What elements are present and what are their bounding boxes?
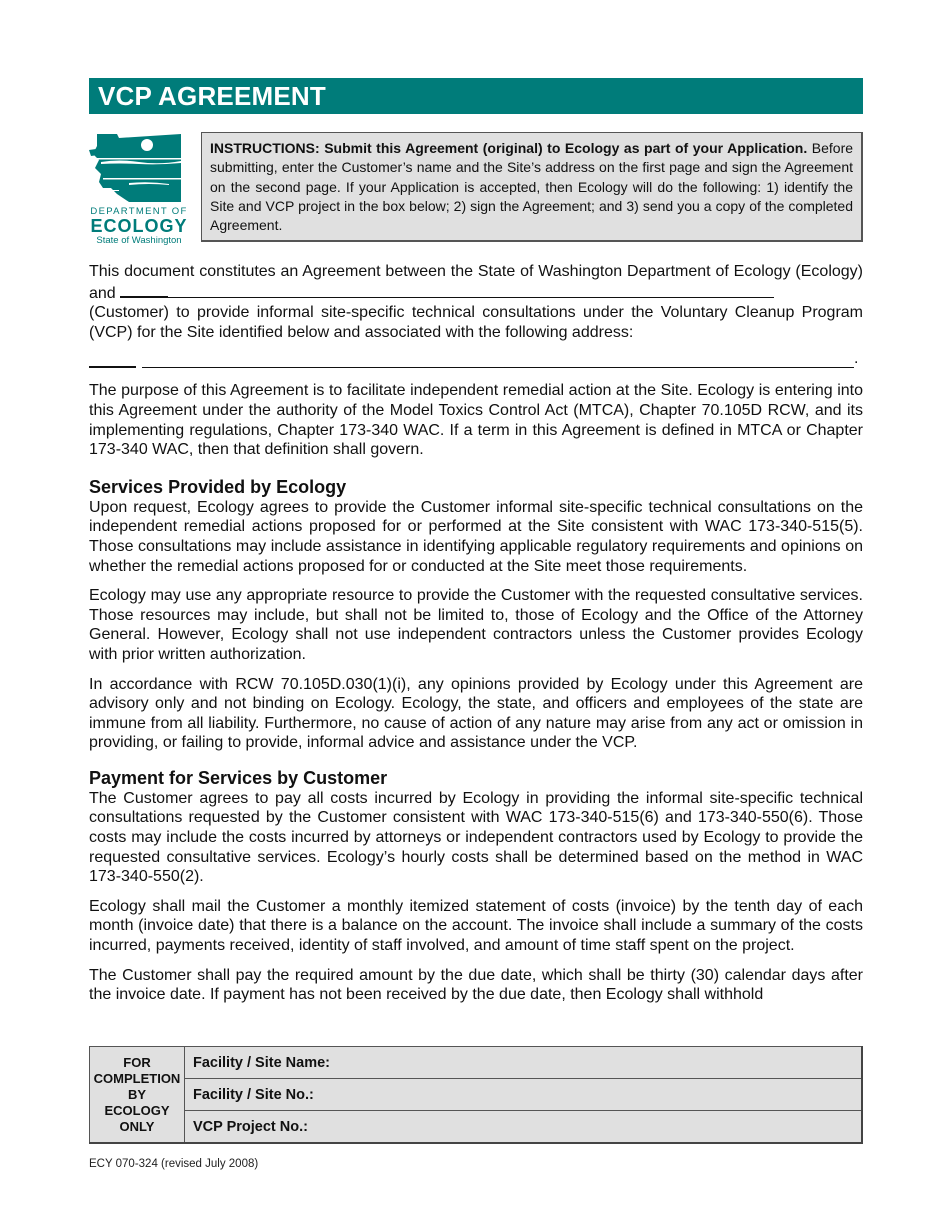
washington-state-map-icon: [89, 132, 185, 204]
payment-paragraph-2: Ecology shall mail the Customer a monthly itemized statement of costs (invoice) by the tenth day of each month (invoice date) that there is a balance on the account. The invoice shall include a summary of the costs incurred, payments received, identity of staff involved, and amount of time staff spent on the project.: [89, 897, 863, 955]
services-paragraph-3: In accordance with RCW 70.105D.030(1)(i), any opinions provided by Ecology under this Agreement are advisory only and not binding on Ecology. Ecology, the state, and officers and employees of the state are immune from all liability. Furthermore, no cause of action of any nature may arise from any act or omission in providing, or failing to provide, informal advice and assistance under the VCP.: [89, 675, 863, 752]
table-row: [90, 1111, 863, 1144]
document-page: [89, 78, 863, 1005]
intro-text-1: This document constitutes an Agreement between the State of Washington Department of Ecology (Ecology) and: [89, 263, 863, 302]
label-line: COMPLETION: [93, 1070, 181, 1086]
table-row: [90, 1079, 863, 1111]
services-paragraph-1: Upon request, Ecology agrees to provide the Customer informal site-specific technical consultations on the independent remedial actions proposed for or performed at the Site consistent with WAC 173-340-515(5). Those consultations may include assistance in identifying applicable regulatory requirements and opinions on whether the remedial actions proposed for or conducted at the Site meet those requirements.: [89, 498, 863, 575]
section-heading-services: Services Provided by Ecology: [89, 476, 347, 497]
label-line: ONLY: [119, 1118, 155, 1134]
title-bar: [89, 78, 863, 114]
header-row: [89, 132, 863, 246]
vcp-project-no-label: VCP Project No.:: [193, 1118, 308, 1135]
label-line: BY: [127, 1086, 147, 1102]
intro-text-2: (Customer) to provide informal site-specific technical consultations under the Voluntary Cleanup Program (VCP) for the Site identified below and associated with the following address:: [89, 304, 863, 341]
instructions-lead: INSTRUCTIONS: Submit this Agreement (original) to Ecology as part of your Application.: [210, 140, 808, 156]
ecology-only-label: [90, 1047, 185, 1144]
facility-site-no-field[interactable]: [185, 1079, 863, 1111]
instructions-box: [201, 132, 863, 242]
ecology-logo: [89, 132, 189, 246]
table-row: [90, 1047, 863, 1079]
services-paragraph-2: Ecology may use any appropriate resource to provide the Customer with the requested consultative services. Those resources may include, but shall not be limited to, those of Ecology and the Office of the Attorney General. However, Ecology shall not use independent contractors unless the Customer provides Ecology with prior written authorization.: [89, 587, 863, 663]
label-line: ECOLOGY: [104, 1102, 170, 1118]
logo-state-text: State of Washington: [96, 235, 182, 246]
facility-site-name-label: Facility / Site Name:: [193, 1054, 330, 1071]
section-heading-payment: Payment for Services by Customer: [89, 767, 388, 788]
instructions-body: Before submitting, enter the Customer’s name and the Site’s address on the first page and sign the Agreement on the second page. If your Application is accepted, then Ecology will do the following: 1) identify the Site and VCP project in the box below; 2) sign the Agreement; and 3) send you a copy of the completed Agreement.: [210, 140, 854, 234]
payment-paragraph-3: The Customer shall pay the required amount by the due date, which shall be thirty (30) calendar days after the invoice date. If payment has not been received by the due date, then Ecology shall withhold: [89, 966, 863, 1004]
site-address-field-prefix[interactable]: [89, 352, 136, 368]
facility-site-no-label: Facility / Site No.:: [193, 1086, 314, 1103]
purpose-paragraph: The purpose of this Agreement is to facilitate independent remedial action at the Site. Ecology is entering into this Agreement under the authority of the Model Toxics Control Act (MTCA), Chapter 70.105D RCW, and its implementing regulations, Chapter 173-340 WAC. If a term in this Agreement is defined in MTCA or Chapter 173-340 WAC, then that definition shall govern.: [89, 382, 863, 459]
facility-site-name-field[interactable]: [185, 1047, 863, 1079]
intro-paragraph: [89, 262, 863, 303]
form-number-footer: ECY 070-324 (revised July 2008): [89, 1158, 259, 1170]
vcp-project-no-field[interactable]: [185, 1111, 863, 1144]
address-period: .: [854, 350, 859, 368]
payment-paragraph-1: The Customer agrees to pay all costs incurred by Ecology in providing the informal site-specific technical consultations requested by the Customer consistent with WAC 173-340-515(6) and 173-340-550(6). Those costs may include the costs incurred by attorneys or independent contractors used by Ecology to provide the requested consultative services. Ecology’s hourly costs shall be determined based on the method in WAC 173-340-550(2).: [89, 789, 863, 886]
customer-name-field[interactable]: [168, 283, 774, 298]
customer-name-field-prefix[interactable]: [120, 282, 168, 298]
ecology-only-box: [89, 1046, 863, 1144]
site-address-field[interactable]: [142, 353, 854, 368]
logo-ecology-text: ECOLOGY: [90, 216, 188, 236]
logo-department-text: DEPARTMENT OF: [90, 206, 188, 217]
site-address-row: [89, 348, 863, 368]
intro-paragraph-cont: [89, 303, 863, 342]
page-title: VCP AGREEMENT: [98, 80, 326, 111]
label-line: FOR: [123, 1054, 151, 1070]
